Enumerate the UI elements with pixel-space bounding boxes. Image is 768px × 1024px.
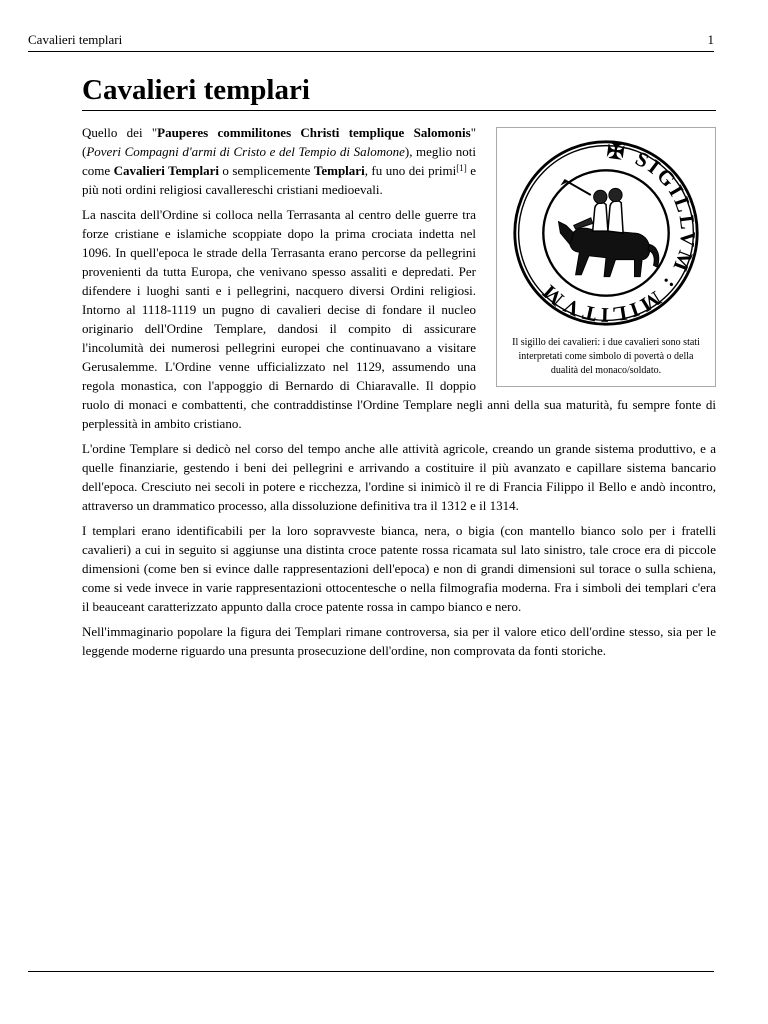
seal-inscription: ✠ SIGILLVM : MILITVM	[535, 138, 701, 328]
paragraph-legacy: Nell'immaginario popolare la figura dei Templari rimane controversa, sia per il valore etico dell'ordine stesso, sia per le leggende moderne riguardo una presunta prosecuzione dell'ordine, non comprovata da fonti storiche.	[82, 624, 716, 658]
name-full: Cavalieri Templari	[113, 163, 219, 178]
intro-paragraph: Quello dei "Pauperes commilitones Christi templique Salomonis" (Poveri Compagni d'armi di Cristo e del Tempio di Salomone), meglio noti come Cavalieri Templari o semplicemente Templari, fu uno dei primi[1] e più noti ordini religiosi cavallereschi cristiani medioevali.	[82, 125, 476, 197]
running-header	[28, 32, 714, 48]
latin-name: Pauperes commilitones Christi templique Salomonis	[157, 125, 471, 140]
name-short: Templari	[313, 163, 365, 178]
templar-seal-image[interactable]	[511, 138, 701, 328]
reference-link[interactable]: [1]	[456, 163, 467, 173]
paragraph-dress: I templari erano identificabili per la loro sopravveste bianca, nera, o bigia (con mantello bianco solo per i fratelli cavalieri) a cui in seguito si aggiunse una distinta croce patente rossa ricamata sul lato sinistro, tale croce era di piccole dimensioni (come ben si evince dalle rappresentazioni dell'epoca) e non di grandi dimensioni sul torace o sulla schiena, come si vede invece in varie rappresentazioni ottocentesche o nella filmografia moderna. Fra i simboli dei templari c'era il beauceant caratterizzato appunto dalla croce patente rossa in campo bianco e nero.	[82, 523, 716, 614]
paragraph-origins: La nascita dell'Ordine si colloca nella Terrasanta al centro delle guerre tra forze cristiane e islamiche scoppiate dopo la prima crociata indetta nel 1096. In quell'epoca le strade della Terrasanta erano percorse da pellegrini provenienti da tutta Europa, che venivano spesso assaliti e depredati. Per difendere i luoghi santi e i pellegrini, nacquero diversi Ordini religiosi. Intorno al 1118-1119 un pugno di cavalieri decise di fondare il nucleo originario dell'Ordine Templare, dandosi il compito di assicurare l'incolumità dei numerosi pellegrini europei che continuavano a visitare Gerusalemme. L'Ordine venne ufficializzato nel 1129, assumendo una regola monastica, con l'appoggio di Bernardo di Chiaravalle. Il doppio ruolo di monaci e combattenti, che contraddistinse l'Ordine Templare negli anni della sua maturità, fu sempre fonte di perplessità in ambito cristiano.	[82, 207, 716, 431]
italian-translation: Poveri Compagni d'armi di Cristo e del Tempio di Salomone	[86, 144, 405, 159]
footer-rule	[28, 971, 714, 972]
article-title: Cavalieri templari	[82, 72, 716, 111]
figure-caption: Il sigillo dei cavalieri: i due cavalieri sono stati interpretati come simbolo di povertà o della dualità del monaco/soldato.	[512, 337, 700, 376]
article	[82, 72, 716, 666]
page-number: 1	[707, 32, 714, 47]
paragraph-economy: L'ordine Templare si dedicò nel corso del tempo anche alle attività agricole, creando un grande sistema produttivo, e a quelle finanziarie, gestendo i beni dei pellegrini e arrivando a costituire il più avanzato e capillare sistema bancario dell'epoca. Cresciuto nei secoli in potere e ricchezza, l'ordine si inimicò il re di Francia Filippo il Bello e andò incontro, attraverso un drammatico processo, alla dissoluzione definitiva tra il 1312 e il 1314.	[82, 441, 716, 513]
seal-figure	[496, 127, 716, 387]
running-title: Cavalieri templari	[28, 32, 123, 47]
header-rule	[28, 51, 714, 52]
